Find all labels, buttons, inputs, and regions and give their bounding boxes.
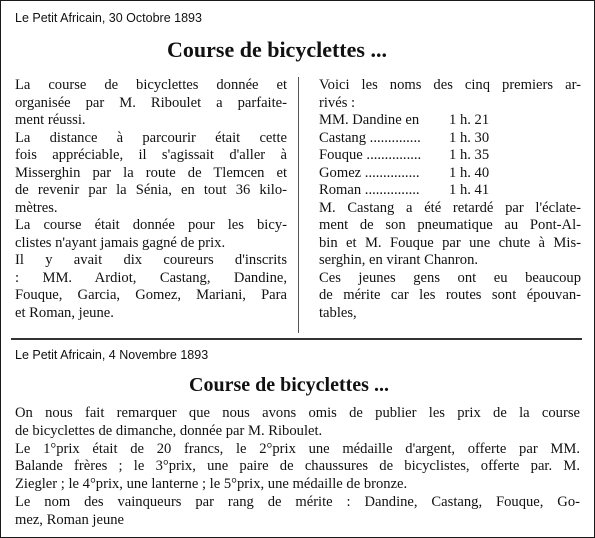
text-line: : MM. Ardiot, Castang, Dandine,: [15, 269, 287, 286]
text-line: La distance à parcourir était cette: [15, 129, 287, 146]
text-line: Le 1°prix était de 20 francs, le 2°prix une médaille d'argent, offerte par MM.: [15, 440, 580, 457]
text-line: organisée par M. Riboulet a parfaite-: [15, 94, 287, 111]
ranking-name: Roman ...............: [319, 182, 420, 198]
column-divider: [298, 77, 299, 333]
text-line: de revenir par la Sénia, en tout 36 kilo-: [15, 182, 287, 198]
text-line: M. Castang a été retardé par l'éclate-: [319, 199, 581, 216]
text-line: rivés :: [319, 94, 356, 111]
ranking-time: 1 h. 41: [449, 182, 490, 198]
text-line: mez, Roman jeune: [15, 511, 125, 528]
text-line: de mérite car les routes sont épouvan-: [319, 287, 581, 303]
article1-headline: Course de bicyclettes ...: [167, 37, 387, 62]
ranking-time: 1 h. 30: [449, 129, 490, 146]
text-line: fois appréciable, il s'agissait d'aller à: [15, 147, 287, 163]
text-line: et Roman, jeune.: [15, 304, 114, 321]
ranking-time: 1 h. 35: [449, 147, 490, 163]
text-line: ment de son pneumatique au Pont-Al-: [319, 217, 581, 233]
text-line: mètres.: [15, 199, 58, 216]
text-line: tables,: [319, 304, 357, 321]
text-line: serghin, en virant Chanron.: [319, 252, 479, 268]
article2-headline: Course de bicyclettes ...: [189, 374, 389, 396]
article1-dateline: Le Petit Africain, 30 Octobre 1893: [15, 11, 202, 25]
article-separator-rule: [11, 338, 582, 340]
ranking-name: Gomez ...............: [319, 164, 420, 181]
text-line: Ces jeunes gens ont eu beaucoup: [319, 269, 581, 286]
article2-dateline: Le Petit Africain, 4 Novembre 1893: [15, 348, 209, 362]
ranking-time: 1 h. 21: [449, 112, 490, 128]
text-line: Il y avait dix coureurs d'inscrits: [15, 252, 287, 268]
text-line: Ziegler ; le 4°prix, une lanterne ; le 5°prix, une médaille de bronze.: [15, 476, 408, 493]
text-line: Misserghin par la route de Tlemcen et: [15, 164, 287, 181]
text-line: bin et M. Fouque par une chute à Mis-: [319, 234, 581, 251]
ranking-name: Castang ..............: [319, 129, 421, 146]
ranking-name: Fouque ...............: [319, 147, 422, 163]
ranking-name: MM. Dandine en: [319, 112, 420, 128]
text-line: Le nom des vainqueurs par rang de mérite : Dandine, Castang, Fouque, Go-: [15, 494, 580, 510]
text-line: Balande frères ; le 3°prix, une paire de chaussures de bicyclistes, offerte par. M.: [15, 458, 580, 475]
text-line: On nous fait remarquer que nous avons omis de publier les prix de la course: [15, 405, 580, 421]
text-line: de bicyclettes de dimanche, donnée par M. Riboulet.: [15, 422, 323, 439]
text-line: La course de bicyclettes donnée et: [15, 77, 287, 93]
text-line: La course était donnée pour les bicy-: [15, 217, 287, 233]
ranking-time: 1 h. 40: [449, 164, 490, 181]
text-line: clistes n'ayant jamais gagné de prix.: [15, 234, 226, 251]
text-line: Voici les noms des cinq premiers ar-: [319, 77, 581, 93]
text-line: ment réussi.: [15, 112, 86, 128]
text-line: Fouque, Garcia, Gomez, Mariani, Para: [15, 287, 287, 303]
